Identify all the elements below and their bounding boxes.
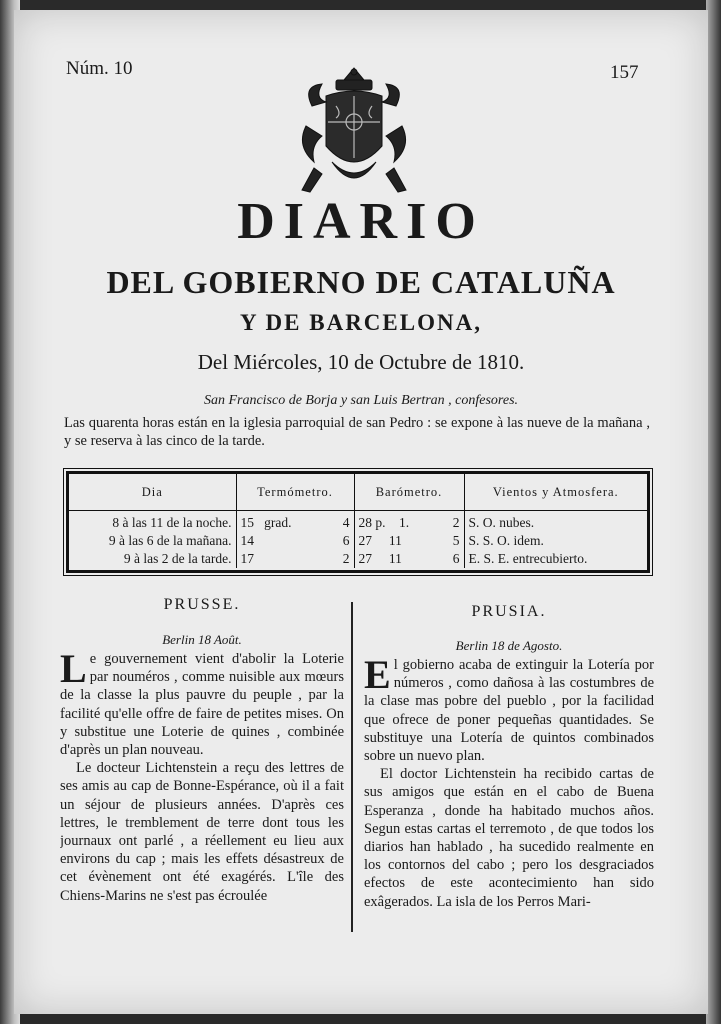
left-column-heading: PRUSSE. (163, 596, 241, 613)
weather-row (69, 532, 647, 550)
weather-row (69, 511, 647, 533)
weather-cell-viento: S. S. O. idem. (468, 533, 544, 548)
church-notice: Las quarenta horas están en la iglesia parroquial de san Pedro : se expone à las nueve de la mañana , y se reserva à las cinco de la tarde. (64, 415, 650, 449)
weather-cell-termometro: 15 grad. 4 (236, 511, 354, 533)
right-column-article (364, 656, 654, 946)
newspaper-subtitle: DEL GOBIERNO DE CATALUÑA (106, 264, 616, 300)
article-paragraph: Le gouvernement vient d'abolir la Loterie par nouméros , comme nuisible aux mœurs de la classe la plus pauvre du peuple , par la facilité qu'elle offre de faire de petites mises. On y substitue une Loterie de quines , combinée d'après un plan nouveau. (60, 650, 344, 759)
newspaper-subtitle-city: Y DE BARCELONA, (240, 310, 482, 335)
weather-cell-barometro: 27 11 6 (354, 550, 464, 568)
weather-cell-barometro: 28 p. 1. 2 (354, 511, 464, 533)
weather-header-vientos: Vientos y Atmosfera. (464, 474, 647, 511)
weather-header-barometro: Barómetro. (354, 474, 464, 511)
issue-date: Del Miércoles, 10 de Octubre de 1810. (197, 350, 525, 374)
article-paragraph: El gobierno acaba de extinguir la Lotería por números , como dañosa à las costumbres de la clase mas pobre del pueblo , por la facilidad que ofrece de poner pequeñas quantidades. Se substituye una Lotería de quintos combinados sobre un nuevo plan. (364, 656, 654, 765)
weather-row (69, 550, 647, 568)
newspaper-title: DIARIO (237, 193, 485, 250)
newspaper-page (14, 10, 708, 1014)
article-paragraph: Le docteur Lichtenstein a reçu des lettres de ses amis au cap de Bonne-Espérance, où il a fait un séjour de plusieurs années. D'après ces lettres, le tremblement de terre dont tous les journaux ont parlé , a réellement eu lieu aux environs du cap ; mais les effets désastreux de cet évènement ont été exagérés. L'île des Chiens-Marins ne s'est pas écroulée (60, 760, 344, 904)
book-edge-shadow (706, 0, 721, 1024)
weather-header-dia: Dia (69, 474, 236, 511)
weather-cell-dia: 9 à las 2 de la tarde. (69, 550, 236, 568)
weather-cell-barometro: 27 11 5 (354, 532, 464, 550)
saints-of-the-day: San Francisco de Borja y san Luis Bertran , confesores. (203, 393, 519, 408)
weather-cell-termometro: 17 2 (236, 550, 354, 568)
issue-number: Núm. 10 (66, 58, 133, 79)
weather-cell-dia: 9 à las 6 de la mañana. (69, 532, 236, 550)
drop-cap: E (364, 656, 391, 697)
weather-cell-viento: S. O. nubes. (468, 515, 535, 530)
weather-cell-viento: E. S. E. entrecubierto. (468, 551, 588, 566)
weather-table (66, 471, 650, 573)
weather-cell-termometro: 14 6 (236, 532, 354, 550)
page-number: 157 (610, 62, 639, 83)
article-paragraph: El doctor Lichtenstein ha recibido cartas de sus amigos que están en el cabo de Buena Esperanza , donde ha habitado muchos años. Segun estas cartas el terremoto , de que todos los diarios han hablado , ha sucedido realmente en los contornos del cabo ; pero los desgraciados efectos de este acontecimiento han sido exâgerados. La isla de los Perros Mari- (364, 766, 654, 910)
right-column-heading: PRUSIA. (471, 603, 547, 620)
drop-cap: L (60, 650, 87, 691)
left-column-dateline: Berlin 18 Août. (162, 632, 242, 647)
left-column-article (60, 650, 344, 940)
royal-coat-of-arms-icon (292, 66, 416, 200)
weather-header-termometro: Termómetro. (236, 474, 354, 511)
column-divider (351, 602, 353, 932)
weather-cell-dia: 8 à las 11 de la noche. (69, 511, 236, 533)
right-column-dateline: Berlin 18 de Agosto. (455, 638, 563, 653)
